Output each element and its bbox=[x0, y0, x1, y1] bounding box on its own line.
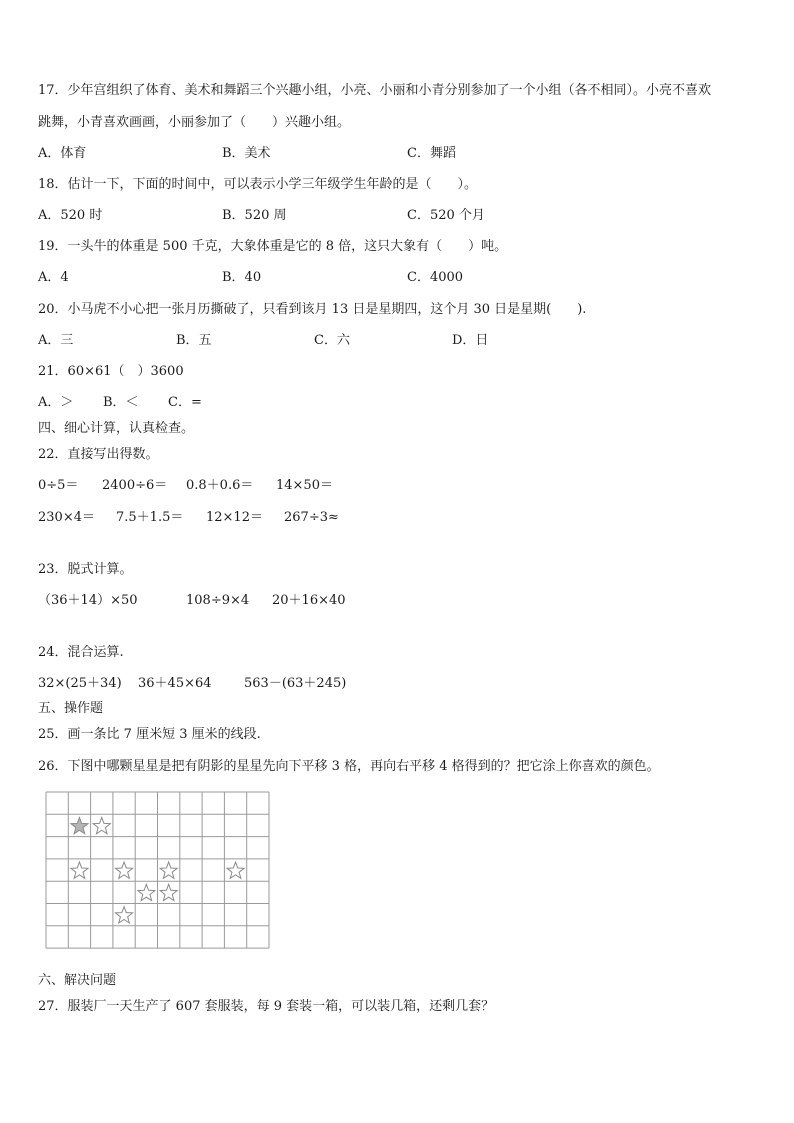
shaded-star-icon bbox=[71, 817, 88, 833]
q20-option-b: B．五 bbox=[176, 333, 212, 348]
q17-line1: 17．少年宫组织了体育、美术和舞蹈三个兴趣小组，小亮、小丽和小青分别参加了一个小组（各不相同）。小亮不喜欢 bbox=[38, 83, 712, 98]
q21-text: 21．60×61（ ）3600 bbox=[38, 364, 184, 379]
q24-expr: 36＋45×64 bbox=[138, 676, 212, 691]
q21-option-b: B．＜ bbox=[103, 395, 139, 410]
section-4-heading: 四、细心计算，认真检查。 bbox=[38, 421, 195, 436]
q22-expr: 12×12＝ bbox=[206, 510, 263, 525]
q22-expr: 7.5＋1.5＝ bbox=[116, 510, 184, 525]
q19-option-b: B．40 bbox=[222, 270, 262, 285]
star-grid-figure bbox=[45, 791, 271, 959]
star-icon bbox=[93, 817, 110, 833]
q23-text: 23．脱式计算。 bbox=[38, 562, 133, 577]
star-icon bbox=[227, 862, 244, 878]
q24-text: 24．混合运算. bbox=[38, 645, 124, 660]
q18-text: 18．估计一下，下面的时间中，可以表示小学三年级学生年龄的是（ ）。 bbox=[38, 177, 478, 192]
q19-text: 19．一头牛的体重是 500 千克，大象体重是它的 8 倍，这只大象有（ ）吨。 bbox=[38, 239, 508, 254]
section-5-heading: 五、操作题 bbox=[38, 701, 104, 716]
q22-expr: 0÷5＝ bbox=[38, 478, 79, 493]
q23-expr: （36＋14）×50 bbox=[38, 593, 138, 608]
q23-expr: 108÷9×4 bbox=[186, 593, 250, 608]
q24-expr: 32×(25＋34) bbox=[38, 676, 122, 691]
q20-option-c: C．六 bbox=[314, 333, 350, 348]
q22-text: 22．直接写出得数。 bbox=[38, 447, 159, 462]
star-icon bbox=[71, 862, 88, 878]
q22-expr: 230×4＝ bbox=[38, 510, 95, 525]
q17-line2: 跳舞，小青喜欢画画，小丽参加了（ ）兴趣小组。 bbox=[38, 115, 351, 130]
q17-option-a: A．体育 bbox=[38, 146, 87, 161]
section-6-heading: 六、解决问题 bbox=[38, 973, 117, 988]
q18-option-a: A．520 时 bbox=[38, 208, 103, 223]
q22-expr: 267÷3≈ bbox=[284, 510, 339, 525]
q25-text: 25．画一条比 7 厘米短 3 厘米的线段. bbox=[38, 727, 261, 742]
q22-expr: 2400÷6＝ bbox=[102, 478, 168, 493]
q20-text: 20．小马虎不小心把一张月历撕破了，只看到该月 13 日是星期四，这个月 30 日是星期( ). bbox=[38, 302, 587, 317]
q22-expr: 0.8＋0.6＝ bbox=[186, 478, 254, 493]
q20-option-d: D．日 bbox=[452, 333, 489, 348]
q18-option-c: C．520 个月 bbox=[407, 208, 485, 223]
q19-option-a: A．4 bbox=[38, 270, 69, 285]
q21-option-c: C．= bbox=[168, 395, 202, 410]
q18-option-b: B．520 周 bbox=[222, 208, 287, 223]
star-icon bbox=[115, 862, 132, 878]
q24-expr: 563－(63＋245) bbox=[244, 676, 347, 691]
q22-expr: 14×50＝ bbox=[276, 478, 333, 493]
q26-text: 26．下图中哪颗星星是把有阴影的星星先向下平移 3 格，再向右平移 4 格得到的？把它涂上你喜欢的颜色。 bbox=[38, 759, 660, 774]
q19-option-c: C．4000 bbox=[407, 270, 464, 285]
star-icon bbox=[160, 884, 177, 900]
q21-option-a: A．＞ bbox=[38, 395, 74, 410]
star-icon bbox=[115, 907, 132, 923]
q17-option-c: C．舞蹈 bbox=[407, 146, 456, 161]
star-icon bbox=[138, 884, 155, 900]
q27-text: 27．服装厂一天生产了 607 套服装，每 9 套装一箱，可以装几箱，还剩几套？ bbox=[38, 999, 495, 1014]
q23-expr: 20＋16×40 bbox=[272, 593, 346, 608]
star-icon bbox=[160, 862, 177, 878]
q20-option-a: A．三 bbox=[38, 333, 74, 348]
q17-option-b: B．美术 bbox=[222, 146, 271, 161]
